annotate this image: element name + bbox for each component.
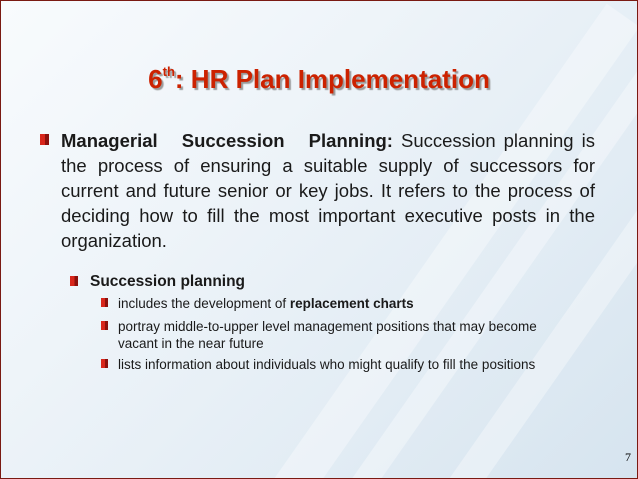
sub-bullet-3-text: lists information about individuals who might qualify to fill the positions xyxy=(118,357,536,372)
title-text: : HR Plan Implementation xyxy=(174,64,490,94)
bullet-square-icon xyxy=(101,298,108,307)
page-number: 7 xyxy=(625,450,631,464)
sub-bullet-1-text: includes the development of xyxy=(118,296,290,311)
title-number: 6 xyxy=(148,64,163,94)
bullet-square-icon xyxy=(101,321,108,330)
sub-bullet-1 xyxy=(118,295,558,312)
title-superscript: th xyxy=(162,64,175,79)
sub-bullet-2 xyxy=(118,318,558,352)
bullet-square-icon xyxy=(70,276,78,286)
sub-bullet-3 xyxy=(118,356,558,373)
bullet-lead: Managerial Succession Planning: xyxy=(61,130,393,151)
bullet-square-icon xyxy=(101,359,108,368)
bullet-succession-planning: Succession planning xyxy=(90,273,246,290)
bullet-square-icon xyxy=(40,134,49,145)
bullet-body: Succession planning is the process of ensuring a suitable supply of successors for current and future senior or key jobs. It refers to the process of deciding how to fill the most important executive posts in the organization. xyxy=(61,130,595,251)
bullet-managerial-succession xyxy=(61,128,595,253)
sub-bullet-1-bold: replacement charts xyxy=(289,296,414,311)
sub-bullet-2-text: portray middle-to-upper level management positions that may become vacant in the near future xyxy=(118,319,537,351)
slide-title xyxy=(0,64,638,95)
